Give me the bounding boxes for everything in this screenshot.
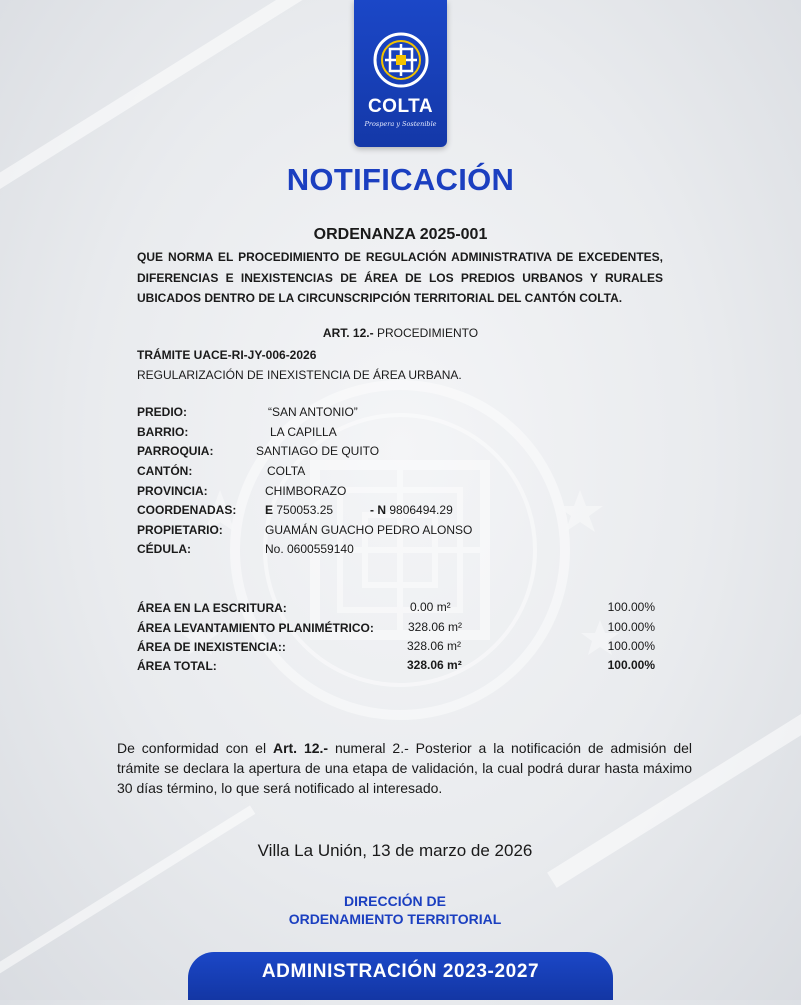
coord-n xyxy=(370,503,453,517)
paragraph-article: Art. 12.- xyxy=(272,740,329,756)
ordinance-description: QUE NORMA EL PROCEDIMIENTO DE REGULACIÓN ADMINISTRATIVA DE EXCEDENTES, DIFERENCIAS E INEXISTENCIAS DE ÁREA DE LOS PREDIOS URBANOS Y RURALES UBICADOS DENTRO DE LA CIRCUNSCRIPCIÓN TERRITORIAL DEL CANTÓN COLTA. xyxy=(137,250,663,305)
date-line: Villa La Unión, 13 de marzo de 2026 xyxy=(257,841,533,860)
footer-banner xyxy=(188,952,613,1000)
footer-text: ADMINISTRACIÓN 2023-2027 xyxy=(261,961,540,982)
coord-n-value: 9806494.29 xyxy=(389,503,453,517)
area-label: ÁREA DE INEXISTENCIA:: xyxy=(137,640,286,654)
area-label: ÁREA EN LA ESCRITURA: xyxy=(137,601,287,615)
canton-label: CANTÓN: xyxy=(137,464,193,478)
barrio-value: LA CAPILLA xyxy=(270,425,337,439)
propietario-label: PROPIETARIO: xyxy=(137,523,223,537)
paragraph-intro: De conformidad con el xyxy=(117,740,273,756)
tramite-number: TRÁMITE UACE-RI-JY-006-2026 xyxy=(137,348,317,362)
article-label: ART. 12.- xyxy=(322,326,374,340)
direction-line-1: DIRECCIÓN DE xyxy=(344,893,446,909)
coord-n-prefix: - N xyxy=(370,503,386,517)
canton-value: COLTA xyxy=(267,464,306,478)
brand-name: COLTA xyxy=(367,96,434,117)
predio-value: “SAN ANTONIO” xyxy=(268,405,358,419)
provincia-value: CHIMBORAZO xyxy=(265,484,347,498)
colta-emblem-icon xyxy=(373,32,429,88)
brand-tagline: Prospera y Sostenible xyxy=(364,120,437,128)
regularization-type: REGULARIZACIÓN DE INEXISTENCIA DE ÁREA URBANA. xyxy=(137,368,462,382)
logo-badge xyxy=(354,0,447,147)
watermark-emblem-icon xyxy=(140,360,660,740)
area-percent: 100.00% xyxy=(607,600,655,614)
direction-line-2: ORDENAMIENTO TERRITORIAL xyxy=(288,911,502,927)
page-title: NOTIFICACIÓN xyxy=(286,162,515,197)
ordinance-code: ORDENANZA 2025-001 xyxy=(313,226,488,243)
notice-paragraph xyxy=(117,738,692,798)
propietario-value: GUAMÁN GUACHO PEDRO ALONSO xyxy=(265,523,473,537)
area-value: 328.06 m² xyxy=(407,658,462,672)
coord-e-value: 750053.25 xyxy=(276,503,334,517)
parroquia-label: PARROQUIA: xyxy=(137,444,214,458)
paragraph-body: numeral 2.- Posterior a la notificación de admisión del trámite se declara la apertura de una etapa de validación, la cual podrá durar hasta máximo 30 días término, lo que será notificado al interesado. xyxy=(117,740,692,796)
issuing-direction xyxy=(0,892,790,928)
coord-e-prefix: E xyxy=(265,503,274,517)
area-value: 0.00 m² xyxy=(410,600,451,614)
cedula-label: CÉDULA: xyxy=(137,542,191,556)
area-label: ÁREA LEVANTAMIENTO PLANIMÉTRICO: xyxy=(137,621,374,635)
parroquia-value: SANTIAGO DE QUITO xyxy=(256,444,380,458)
barrio-label: BARRIO: xyxy=(137,425,189,439)
area-label: ÁREA TOTAL: xyxy=(137,659,217,673)
area-value: 328.06 m² xyxy=(408,620,463,634)
article-text: PROCEDIMIENTO xyxy=(376,326,479,340)
area-percent: 100.00% xyxy=(607,620,655,634)
area-percent: 100.00% xyxy=(607,639,655,653)
predio-label: PREDIO: xyxy=(137,405,188,419)
provincia-label: PROVINCIA: xyxy=(137,484,208,498)
article-heading xyxy=(0,326,801,340)
area-value: 328.06 m² xyxy=(407,639,462,653)
area-percent: 100.00% xyxy=(607,658,655,672)
cedula-value: No. 0600559140 xyxy=(265,542,354,556)
coord-e xyxy=(265,503,333,517)
coordenadas-label: COORDENADAS: xyxy=(137,503,237,517)
